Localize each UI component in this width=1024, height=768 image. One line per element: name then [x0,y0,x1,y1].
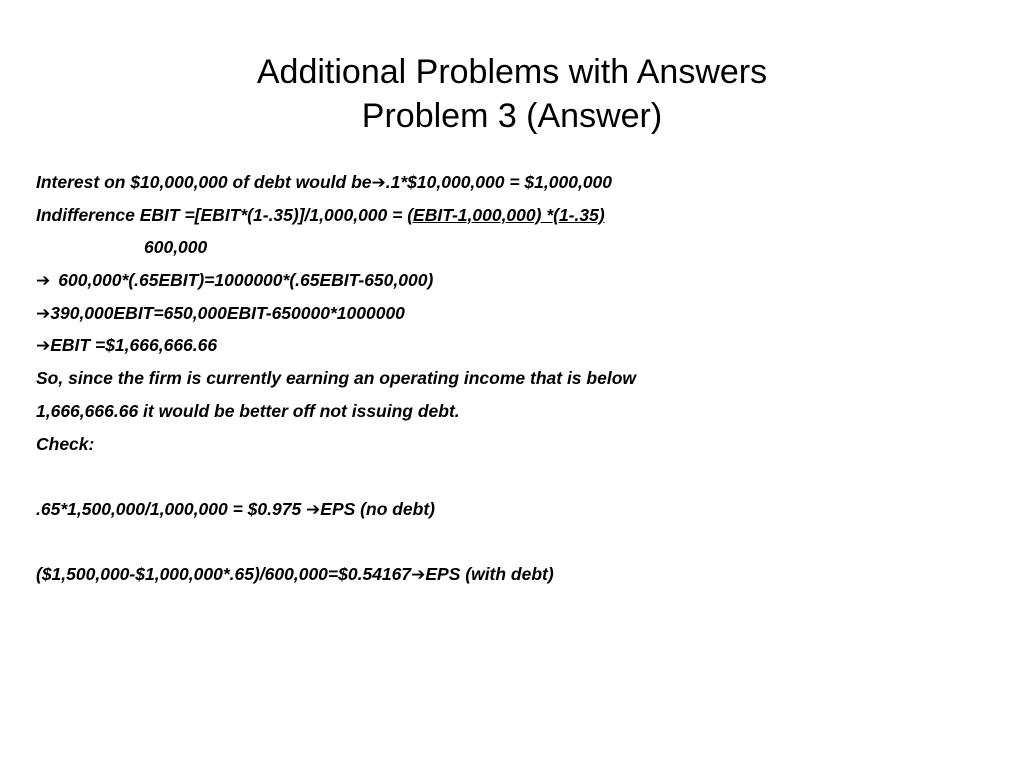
indifference-numerator: (EBIT-1,000,000) *(1-.35) [407,204,605,225]
conclusion-text-2: 1,666,666.66 it would be better off not issuing debt. [36,400,460,421]
step-text-1: 600,000*(.65EBIT)=1000000*(.65EBIT-650,000) [58,270,434,291]
eps-with-debt-line [36,560,996,593]
step-line-1 [36,266,996,299]
eps-with-debt-calc: ($1,500,000-$1,000,000*.65)/600,000=$0.54167 [36,564,412,585]
check-text: Check: [36,433,95,454]
eps-with-debt-label: EPS (with debt) [425,564,554,585]
conclusion-text-1: So, since the firm is currently earning an operating income that is below [36,368,636,389]
title-line-1: Additional Problems with Answers [256,53,768,91]
arrow-icon: ➔ [306,499,321,520]
slide-title [0,50,1024,138]
conclusion-line-1 [36,364,996,397]
slide-body [36,168,996,593]
step-text-2: 390,000EBIT=650,000EBIT-650000*1000000 [50,302,405,323]
denominator-line [36,233,996,266]
step-text-3: EBIT =$1,666,666.66 [50,335,218,356]
arrow-icon: ➔ [411,565,426,586]
arrow-icon: ➔ [36,336,51,357]
arrow-icon: ➔ [371,173,386,193]
conclusion-line-2 [36,397,996,430]
eps-no-debt-calc: .65*1,500,000/1,000,000 = $0.975 [36,498,307,519]
title-line-2: Problem 3 (Answer) [361,97,663,135]
check-heading [36,430,996,463]
eps-no-debt-line [36,495,996,528]
step-line-2 [36,299,996,332]
eps-no-debt-label: EPS (no debt) [320,498,436,519]
indifference-denominator: 600,000 [144,237,208,258]
step-line-3 [36,331,996,364]
interest-text: Interest on $10,000,000 of debt would be [36,172,372,192]
indifference-line [36,201,996,234]
spacer [36,462,996,495]
spacer [36,528,996,561]
arrow-icon: ➔ [36,271,51,292]
indifference-text: Indifference EBIT =[EBIT*(1-.35)]/1,000,000 = [36,204,408,225]
interest-result: .1*$10,000,000 = $1,000,000 [385,172,613,192]
interest-line [36,168,996,201]
arrow-icon: ➔ [36,303,51,324]
